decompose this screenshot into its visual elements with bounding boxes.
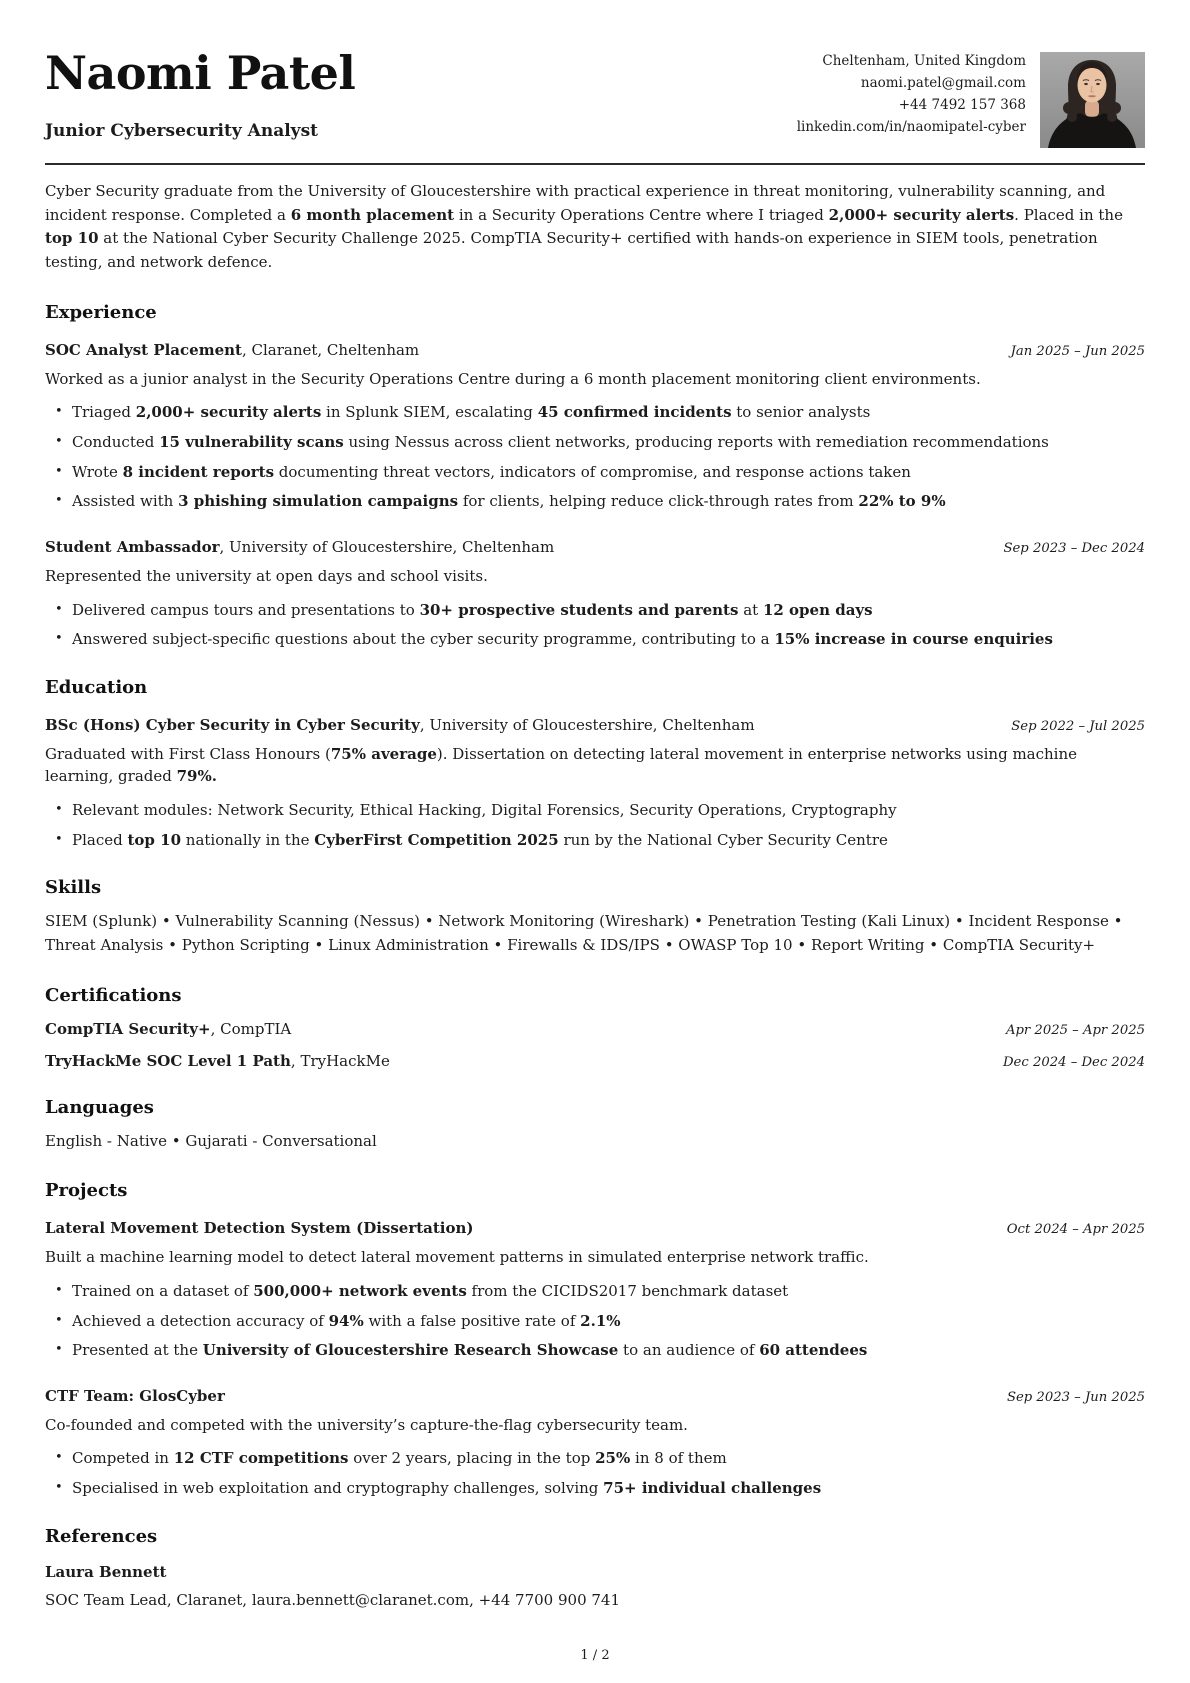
section-heading-references: References (45, 1525, 158, 1547)
entry-description: Co-founded and competed with the university’s capture-the-flag cybersecurity team. (45, 1415, 688, 1434)
entry-date: Sep 2023 – Dec 2024 (1003, 541, 1145, 556)
page-number: 1 / 2 (580, 1648, 610, 1663)
contact-linkedin: linkedin.com/in/naomipatel-cyber (796, 119, 1026, 135)
skills-list: SIEM (Splunk) • Vulnerability Scanning (Nessus) • Network Monitoring (Wireshark) • Penetration Testing (Kali Linux) • Incident Response • Threat Analysis • Python Scripting • Linux Administration • Firewalls & IDS/IPS • OWASP Top 10 • Report Writing • CompTIA Security+ (45, 912, 1123, 954)
entry-date: Apr 2025 – Apr 2025 (1005, 1022, 1145, 1038)
entry-head (45, 538, 1145, 556)
bullet-item: • Relevant modules: Network Security, Ethical Hacking, Digital Forensics, Security Operations, Cryptography (72, 800, 1145, 821)
entry-title: TryHackMe SOC Level 1 Path, TryHackMe (45, 1051, 390, 1070)
section-heading-certifications: Certifications (45, 984, 182, 1006)
bullet-item: • Achieved a detection accuracy of 94% with a false positive rate of 2.1% (72, 1311, 1145, 1332)
bullet-list (45, 402, 1145, 512)
profile-photo (1040, 52, 1145, 148)
entry-title: CompTIA Security+, CompTIA (45, 1019, 292, 1038)
entry-title: SOC Analyst Placement, Claranet, Cheltenham (45, 340, 420, 359)
entry-description: Graduated with First Class Honours (75% average). Dissertation on detecting lateral movement in enterprise networks using machine learning, graded 79%. (45, 744, 1078, 786)
job-title: Junior Cybersecurity Analyst (45, 120, 318, 141)
certification-entry-tryhackme (45, 1052, 1145, 1070)
entry-date: Jan 2025 – Jun 2025 (1010, 343, 1145, 359)
bullet-list (45, 1281, 1145, 1361)
profile-photo-illustration (1040, 52, 1145, 148)
contact-block (797, 50, 1026, 138)
reference-detail: SOC Team Lead, Claranet, laura.bennett@claranet.com, +44 7700 900 741 (45, 1590, 621, 1609)
bullet-list (45, 600, 1145, 650)
person-name: Naomi Patel (45, 46, 356, 100)
bullet-item: • Conducted 15 vulnerability scans using Nessus across client networks, producing reports with remediation recommendations (72, 432, 1145, 453)
entry-head (45, 716, 1145, 734)
bullet-item: • Presented at the University of Gloucestershire Research Showcase to an audience of 60 attendees (72, 1340, 1145, 1361)
contact-location: Cheltenham, United Kingdom (822, 53, 1026, 69)
entry-title: Lateral Movement Detection System (Dissertation) (45, 1219, 474, 1238)
header-divider (45, 163, 1145, 165)
contact-phone: +44 7492 157 368 (898, 97, 1026, 113)
bullet-list (45, 800, 1145, 850)
experience-entry-student-ambassador (45, 538, 1145, 650)
reference-name: Laura Bennett (45, 1562, 167, 1581)
contact-email: naomi.patel@gmail.com (860, 75, 1026, 91)
education-entry-bsc (45, 716, 1145, 850)
bullet-list (45, 1448, 1145, 1498)
experience-entry-soc-analyst (45, 341, 1145, 512)
bullet-item: • Wrote 8 incident reports documenting threat vectors, indicators of compromise, and response actions taken (72, 462, 1145, 483)
entry-description: Represented the university at open days and school visits. (45, 567, 488, 585)
entry-date: Oct 2024 – Apr 2025 (1006, 1222, 1145, 1238)
bullet-item: • Placed top 10 nationally in the CyberFirst Competition 2025 run by the National Cyber Security Centre (72, 830, 1145, 851)
entry-title: BSc (Hons) Cyber Security in Cyber Security, University of Gloucestershire, Cheltenham (45, 715, 755, 734)
section-heading-languages: Languages (45, 1096, 154, 1118)
entry-title: Student Ambassador, University of Gloucestershire, Cheltenham (45, 538, 555, 556)
bullet-item: • Assisted with 3 phishing simulation campaigns for clients, helping reduce click-through rates from 22% to 9% (72, 491, 1145, 512)
bullet-item: • Triaged 2,000+ security alerts in Splunk SIEM, escalating 45 confirmed incidents to senior analysts (72, 402, 1145, 423)
bullet-item: • Delivered campus tours and presentations to 30+ prospective students and parents at 12 open days (72, 600, 1145, 621)
bullet-item: • Trained on a dataset of 500,000+ network events from the CICIDS2017 benchmark dataset (72, 1281, 1145, 1302)
header (45, 42, 1145, 148)
project-entry-lateral-movement (45, 1219, 1145, 1361)
section-heading-skills: Skills (45, 877, 102, 899)
entry-head (45, 1387, 1145, 1405)
entry-date: Dec 2024 – Dec 2024 (1002, 1054, 1145, 1070)
summary-paragraph: Cyber Security graduate from the University of Gloucestershire with practical experience in threat monitoring, vulnerability scanning, and incident response. Completed a 6 month placement in a Security Operations Centre where I triaged 2,000+ security alerts. Placed in the top 10 at the National Cyber Security Challenge 2025. CompTIA Security+ certified with hands-on experience in SIEM tools, penetration testing, and network defence. (45, 182, 1123, 272)
section-heading-experience: Experience (45, 301, 157, 323)
languages-list: English - Native • Gujarati - Conversational (45, 1131, 377, 1150)
project-entry-ctf-team (45, 1387, 1145, 1499)
entry-title: CTF Team: GlosCyber (45, 1386, 225, 1405)
entry-description: Built a machine learning model to detect lateral movement patterns in simulated enterprise network traffic. (45, 1248, 869, 1267)
bullet-item: • Competed in 12 CTF competitions over 2 years, placing in the top 25% in 8 of them (72, 1448, 1145, 1469)
section-heading-projects: Projects (45, 1180, 128, 1202)
entry-head (45, 1219, 1145, 1237)
header-identity (45, 42, 355, 141)
entry-date: Sep 2023 – Jun 2025 (1006, 1389, 1145, 1405)
header-contact-area (797, 42, 1145, 148)
section-heading-education: Education (45, 676, 148, 698)
entry-description: Worked as a junior analyst in the Security Operations Centre during a 6 month placement monitoring client environments. (45, 369, 981, 388)
bullet-item: • Specialised in web exploitation and cryptography challenges, solving 75+ individual challenges (72, 1478, 1145, 1499)
certification-entry-comptia (45, 1020, 1145, 1038)
entry-head (45, 341, 1145, 359)
entry-date: Sep 2022 – Jul 2025 (1011, 718, 1145, 734)
bullet-item: • Answered subject-specific questions about the cyber security programme, contributing to a 15% increase in course enquiries (72, 629, 1145, 650)
